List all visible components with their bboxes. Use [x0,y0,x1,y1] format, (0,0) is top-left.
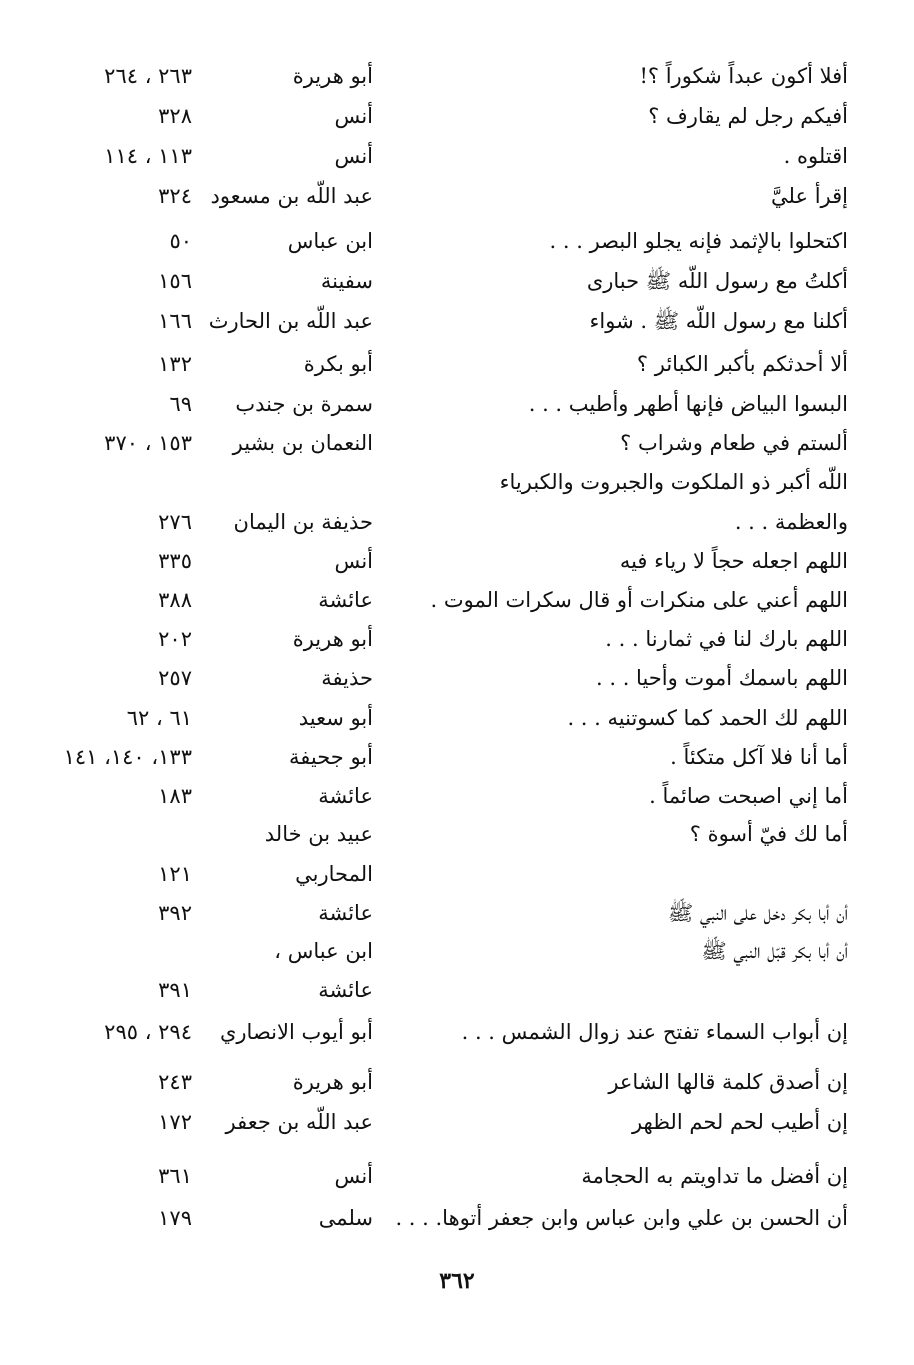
hadith-text: اللهم باسمك أموت وأحيا . . . [596,666,848,690]
list-item [0,97,914,135]
narrator-name: أنس [334,144,373,168]
hadith-text: اللهم اجعله حجاً لا رياء فيه [619,549,848,573]
narrator-name: عبيد بن خالد [264,822,373,846]
hadith-text: أكلنا مع رسول اللّه ﷺ . شواء [589,309,848,333]
page-references: ١٥٣ ، ٣٧٠ [104,431,192,455]
list-item [0,302,914,340]
narrator-name: أبو هريرة [292,64,373,88]
list-item [0,777,914,815]
list-item [0,222,914,260]
narrator-name: أنس [334,1164,373,1188]
hadith-text: اللّه أكبر ذو الملكوت والجبروت والكبرياء [499,470,848,494]
page-references: ٣٩١ [158,978,192,1002]
list-item [0,581,914,619]
page-references: ١٥٦ [158,269,192,293]
hadith-text: أن الحسن بن علي وابن عباس وابن جعفر أتوها. . . . [395,1206,848,1230]
list-item [0,385,914,423]
narrator-name: سفينة [320,269,373,293]
hadith-text: اقتلوه . [783,144,848,168]
narrator-name: أنس [334,549,373,573]
hadith-text: أفلا أكون عبداً شكوراً ؟! [639,64,848,88]
narrator-name: أبو هريرة [292,627,373,651]
narrator-name: سلمى [318,1206,373,1230]
narrator-name: أنس [334,104,373,128]
page-references: ٣٢٨ [158,104,192,128]
narrator-name: عبد اللّه بن جعفر [225,1110,373,1134]
narrator-name: أبو هريرة [292,1070,373,1094]
hadith-text: البسوا البياض فإنها أطهر وأطيب . . . [528,392,848,416]
list-item [0,932,914,970]
hadith-text: إن أصدق كلمة قالها الشاعر [608,1070,848,1094]
list-item [0,971,914,1009]
list-item [0,1063,914,1101]
hadith-text: إن أطيب لحم لحم الظهر [631,1110,848,1134]
page-references: ٣٨٨ [158,588,192,612]
narrator-name: عائشة [318,588,373,612]
page-references: ٣٦١ [158,1164,192,1188]
hadith-text: اللهم لك الحمد كما كسوتنيه . . . [567,706,848,730]
hadith-text: إن أبواب السماء تفتح عند زوال الشمس . . . [461,1020,848,1044]
list-item [0,463,914,501]
narrator-name: أبو سعيد [298,706,373,730]
page-references: ٥٠ [169,229,192,253]
list-item [0,137,914,175]
list-item [0,659,914,697]
narrator-name: أبو جحيفة [289,745,373,769]
page-references: ٣٣٥ [158,549,192,573]
list-item [0,503,914,541]
list-item [0,262,914,300]
narrator-name: عبد اللّه بن الحارث [208,309,373,333]
list-item [0,1157,914,1195]
page-references: ٢٤٣ [158,1070,192,1094]
page-references: ٢٩٤ ، ٢٩٥ [104,1020,192,1044]
page-references: ٢٧٦ [158,510,192,534]
list-item [0,345,914,383]
narrator-name: النعمان بن بشير [232,431,373,455]
list-item [0,1103,914,1141]
list-item [0,620,914,658]
page-references: ١٢١ [158,862,192,886]
page-references: ٦١ ، ٦٢ [126,706,192,730]
page-references: ٢٠٢ [158,627,192,651]
narrator-name: عائشة [318,901,373,925]
hadith-text: أما لك فيّ أسوة ؟ [689,822,848,846]
page-references: ١٨٣ [158,784,192,808]
page-references: ٦٩ [169,392,192,416]
hadith-text: ألستم في طعام وشراب ؟ [620,431,848,455]
list-item [0,542,914,580]
page-references: ١٦٦ [158,309,192,333]
page-references: ٢٥٧ [158,666,192,690]
list-item [0,57,914,95]
narrator-name: عائشة [318,978,373,1002]
page-references: ١٧٩ [158,1206,192,1230]
hadith-text: أكلتُ مع رسول اللّه ﷺ حبارى [586,269,848,293]
page-references: ١٣٢ [158,352,192,376]
narrator-name: حذيفة بن اليمان [233,510,373,534]
list-item [0,855,914,893]
hadith-text: اللهم أعني على منكرات أو قال سكرات الموت . [430,588,848,612]
page-references: ١٧٢ [158,1110,192,1134]
list-item [0,177,914,215]
page-references: ٣٩٢ [158,901,192,925]
list-item [0,1199,914,1237]
hadith-text: اكتحلوا بالإثمد فإنه يجلو البصر . . . [549,229,848,253]
narrator-name: عبد اللّه بن مسعود [210,184,373,208]
hadith-text: أما إني اصبحت صائماً . [649,784,848,808]
hadith-text: ألا أحدثكم بأكبر الكبائر ؟ [636,352,848,376]
page-references: ٢٦٣ ، ٢٦٤ [104,64,192,88]
narrator-name: أبو أيوب الانصاري [219,1020,373,1044]
page-references: ١١٣ ، ١١٤ [104,144,192,168]
list-item [0,699,914,737]
hadith-text: أفيكم رجل لم يقارف ؟ [648,104,848,128]
page-references: ١٣٣، ١٤٠، ١٤١ [63,745,192,769]
narrator-name: سمرة بن جندب [235,392,373,416]
hadith-text: إقرأ عليَّ [771,184,848,208]
hadith-text: اللهم بارك لنا في ثمارنا . . . [605,627,848,651]
narrator-name: ابن عباس ، [274,939,373,963]
list-item [0,815,914,853]
narrator-name: ابن عباس [287,229,373,253]
narrator-name: عائشة [318,784,373,808]
list-item [0,738,914,776]
hadith-text: إن أفضل ما تداويتم به الحجامة [581,1164,848,1188]
hadith-text: أن أبا بكر دخل على النبي ﷺ [667,901,848,925]
narrator-name: حذيفة [321,666,373,690]
narrator-name: المحاربي [295,862,373,886]
page-number: ٣٦٢ [439,1268,475,1294]
list-item [0,424,914,462]
hadith-text: أما أنا فلا آكل متكئاً . [670,745,848,769]
list-item [0,894,914,932]
page-references: ٣٢٤ [158,184,192,208]
narrator-name: أبو بكرة [303,352,373,376]
list-item [0,1013,914,1051]
hadith-text: والعظمة . . . [734,510,848,534]
hadith-text: أن أبا بكر قبّل النبي ﷺ [701,939,848,963]
